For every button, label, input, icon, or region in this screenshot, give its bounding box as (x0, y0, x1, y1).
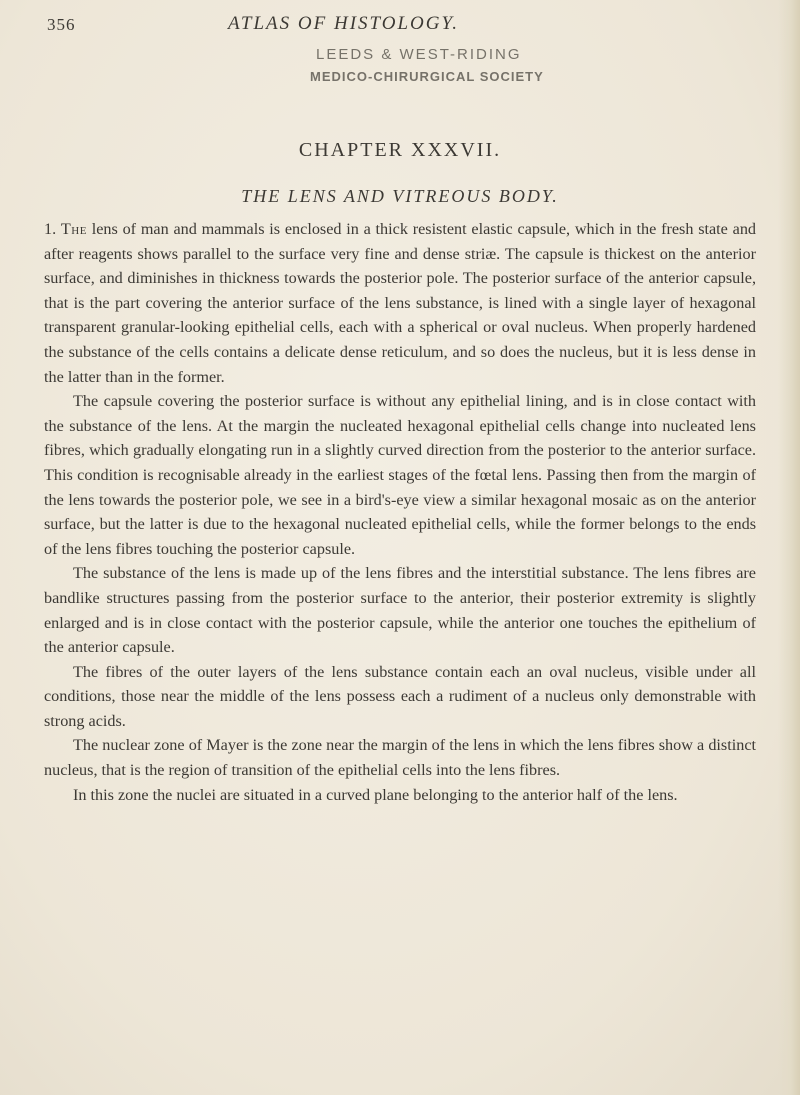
body-text (44, 217, 756, 807)
chapter-subtitle: THE LENS AND VITREOUS BODY. (241, 186, 559, 206)
paragraph-lead-word: The (60, 220, 87, 238)
running-title: ATLAS OF HISTOLOGY. (228, 13, 460, 34)
stamp-line-1: LEEDS & WEST-RIDING (316, 46, 522, 63)
paragraph-6: In this zone the nuclei are situated in a curved plane belonging to the anterior half of the lens. (73, 785, 678, 804)
paragraph-1 (44, 217, 756, 389)
chapter-title: CHAPTER XXXVII. (298, 139, 502, 161)
page-edge-shadow (778, 0, 800, 1095)
paragraph-number: 1. (44, 220, 57, 238)
paragraph-text: lens of man and mammals is enclosed in a thick resistent elastic capsule, which in the fresh state and after reagents shows parallel to the surface very fine and dense striæ. The capsule is thickest on the anterior surface, and diminishes in thickness towards the posterior pole. The posterior surface of the anterior capsule, that is the part covering the anterior surface of the lens substance, is lined with a single layer of hexagonal transparent granular-looking epithelial cells, each with a spherical or oval nucleus. When properly hardened the substance of the cells contains a delicate dense reticulum, and so does the nucleus, but it is less dense in the latter than in the former. (44, 220, 757, 386)
page-number: 356 (47, 15, 76, 34)
stamp-line-2: MEDICO-CHIRURGICAL SOCIETY (310, 69, 544, 84)
paragraph-5: The nuclear zone of Mayer is the zone near the margin of the lens in which the lens fibres show a distinct nucleus, that is the region of transition of the epithelial cells into the lens fibres. (44, 736, 756, 780)
library-stamp (310, 46, 570, 84)
paragraph-2: The capsule covering the posterior surface is without any epithelial lining, and is in close contact with the substance of the lens. At the margin the nucleated hexagonal epithelial cells change into nucleated lens fibres, which gradually elongating run in a slightly curved direction from the posterior to the anterior surface. This condition is recognisable already in the earliest stages of the fœtal lens. Passing then from the margin of the lens towards the posterior pole, we see in a bird's-eye view a similar hexagonal mosaic as on the anterior surface, but the latter is due to the hexagonal nucleated epithelial cells, while the former belongs to the ends of the lens fibres touching the posterior capsule. (44, 392, 756, 558)
paragraph-3: The substance of the lens is made up of the lens fibres and the interstitial substance. The lens fibres are bandlike structures passing from the posterior surface to the anterior, their posterior extremity is slightly enlarged and is in close contact with the posterior capsule, while the anterior one touches the epithelium of the anterior capsule. (44, 564, 756, 657)
paragraph-4: The fibres of the outer layers of the lens substance contain each an oval nucleus, visible under all conditions, those near the middle of the lens possess each a rudiment of a nucleus only demonstrable with strong acids. (44, 662, 756, 730)
